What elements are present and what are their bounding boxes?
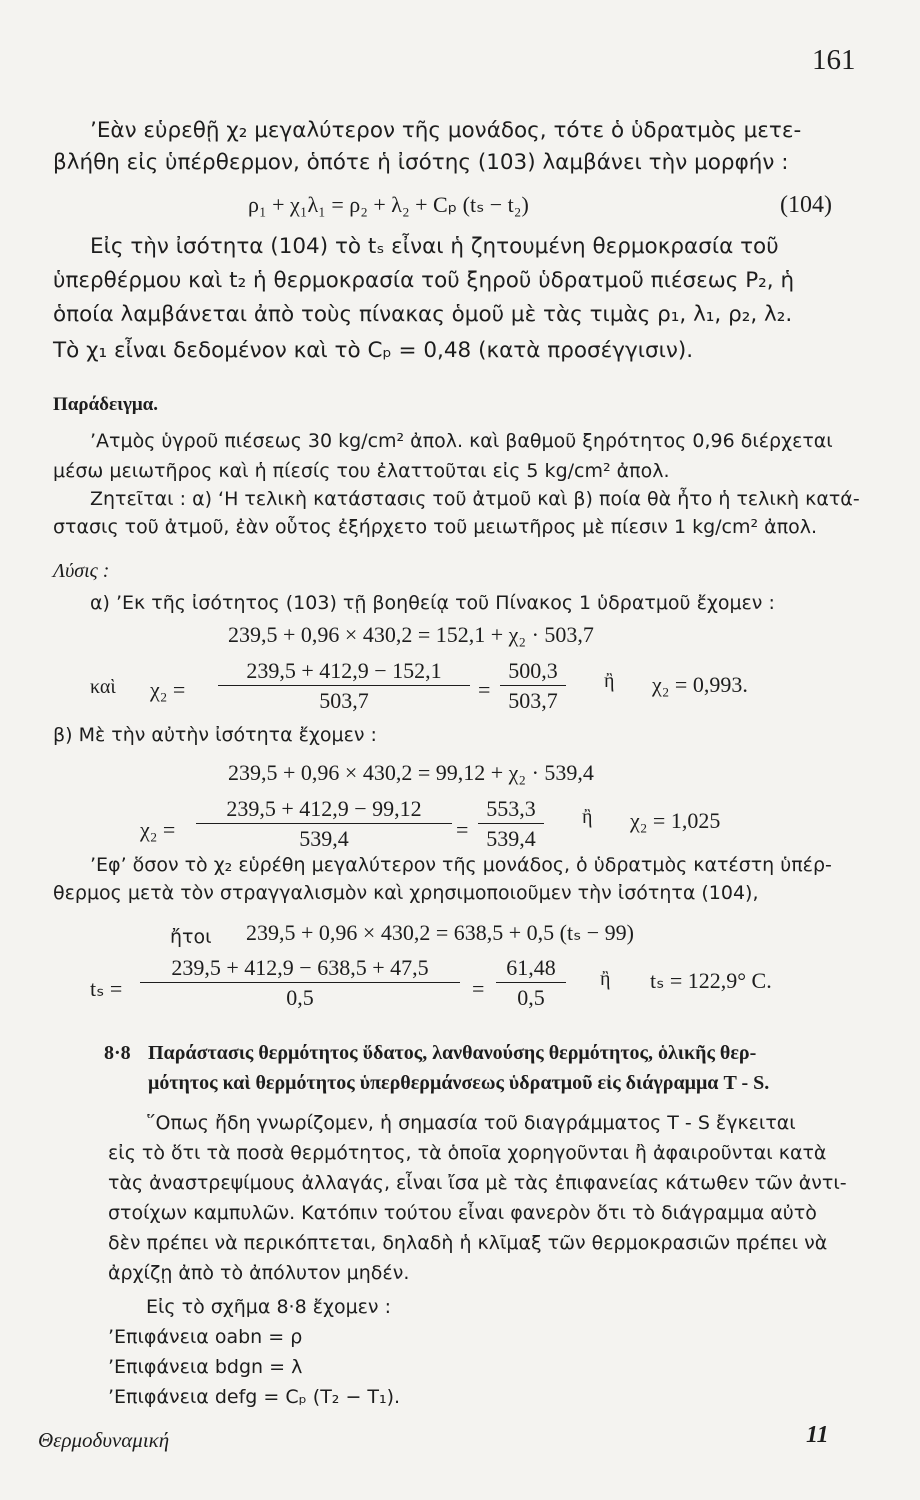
example-line-1: ’Ατμὸς ὑγροῦ πιέσεως 30 kg/cm² ἀπολ. καὶ βαθμοῦ ξηρότητος 0,96 διέρχεται (90, 430, 833, 452)
section-paragraph-line-6: ἀρχίζῃ ἀπὸ τὸ ἀπόλυτον μηδέν. (108, 1262, 410, 1284)
page-number: 161 (812, 44, 856, 76)
fraction-numerator: 553,3 (486, 796, 536, 821)
fraction-numerator: 239,5 + 412,9 − 99,12 (226, 796, 422, 821)
example-heading: Παράδειγμα. (53, 394, 159, 415)
fraction-bar (196, 823, 452, 824)
fraction-numerator: 239,5 + 412,9 − 638,5 + 47,5 (171, 955, 429, 980)
example-line-3: Ζητεῖται : α) ‘Η τελικὴ κατάστασις τοῦ ἀτμοῦ καὶ β) ποία θὰ ἦτο ἡ τελικὴ κατά- (90, 488, 860, 510)
footer-book-title: Θερμοδυναμική (38, 1428, 170, 1452)
fraction-denominator: 503,7 (508, 688, 558, 713)
solution-c-or: ἢ (600, 968, 611, 990)
solution-b-or: ἢ (582, 806, 593, 828)
fraction-numerator: 239,5 + 412,9 − 152,1 (246, 658, 442, 683)
section-paragraph-line-1: ῞Οπως ἤδη γνωρίζομεν, ἡ σημασία τοῦ διαγράμματος T - S ἔγκειται (146, 1112, 796, 1134)
solution-a-fraction-1 (218, 658, 470, 714)
solution-a-result: χ₂ = 0,993. (652, 672, 748, 697)
solution-b-result: χ₂ = 1,025 (630, 808, 721, 833)
intro-line-4: ὑπερθέρμου καὶ t₂ ἡ θερμοκρασία τοῦ ξηροῦ ὑδρατμοῦ πιέσεως P₂, ἡ (53, 268, 795, 293)
fraction-bar (496, 982, 566, 983)
section-title-line-2: μότητος καὶ θερμότητος ὑπερθερμάνσεως ὑδρατμοῦ εἰς διάγραμμα T - S. (148, 1072, 770, 1094)
solution-b-equation: 239,5 + 0,96 × 430,2 = 99,12 + χ₂ · 539,4 (228, 760, 594, 785)
fraction-bar (500, 685, 566, 686)
area-bdgn: ’Επιφάνεια bdgn = λ (108, 1356, 303, 1378)
solution-c-lhs: tₛ = (90, 976, 123, 1001)
solution-a-intro: α) ’Εκ τῆς ἰσότητος (103) τῇ βοηθείᾳ τοῦ Πίνακος 1 ὑδρατμοῦ ἔχομεν : (90, 592, 775, 614)
solution-c-equation: 239,5 + 0,96 × 430,2 = 638,5 + 0,5 (tₛ − 99) (246, 920, 635, 945)
solution-b-fraction-2 (478, 796, 544, 852)
fraction-numerator: 500,3 (508, 658, 558, 683)
solution-a-kai: καὶ (90, 676, 116, 698)
area-defg: ’Επιφάνεια defg = Cₚ (T₂ − T₁). (108, 1386, 401, 1408)
solution-b-intro: β) Μὲ τὴν αὐτὴν ἰσότητα ἔχομεν : (53, 724, 377, 746)
fraction-denominator: 0,5 (286, 985, 314, 1010)
equation-number-104: (104) (780, 192, 832, 218)
equation-104: ρ₁ + χ₁λ₁ = ρ₂ + λ₂ + Cₚ (tₛ − t₂) (248, 192, 529, 217)
solution-a-fraction-2 (500, 658, 566, 714)
example-line-2: μέσω μειωτῆρος καὶ ἡ πίεσίς του ἐλαττοῦται εἰς 5 kg/cm² ἀπολ. (53, 460, 670, 482)
section-number: 8·8 (104, 1042, 131, 1064)
solution-b-lhs: χ₂ = (140, 817, 176, 842)
solution-a-equals: = (478, 677, 491, 702)
solution-a-equation: 239,5 + 0,96 × 430,2 = 152,1 + χ₂ · 503,7 (228, 622, 594, 647)
section-title-line-1: Παράστασις θερμότητος ὕδατος, λανθανούσης θερμότητος, ὁλικῆς θερ- (148, 1042, 757, 1064)
intro-line-3: Εἰς τὴν ἰσότητα (104) τὸ tₛ εἶναι ἡ ζητουμένη θερμοκρασία τοῦ (90, 234, 779, 259)
solution-c-result: tₛ = 122,9° C. (650, 968, 772, 993)
fraction-denominator: 503,7 (319, 688, 369, 713)
area-oabn: ’Επιφάνεια oabn = ρ (108, 1326, 303, 1348)
intro-line-6: Τὸ χ₁ εἶναι δεδομένον καὶ τὸ Cₚ = 0,48 (κατὰ προσέγγισιν). (53, 338, 694, 363)
intro-line-1: ’Εὰν εὑρεθῇ χ₂ μεγαλύτερον τῆς μονάδος, τότε ὁ ὑδρατμὸς μετε- (90, 118, 802, 143)
fraction-numerator: 61,48 (506, 955, 556, 980)
intro-line-2: βλήθη εἰς ὑπέρθερμον, ὁπότε ἡ ἰσότης (103) λαμβάνει τὴν μορφήν : (53, 150, 789, 175)
fraction-denominator: 0,5 (517, 985, 545, 1010)
fraction-bar (140, 982, 460, 983)
solution-c-line-1: ’Εφ’ ὅσον τὸ χ₂ εὑρέθη μεγαλύτερον τῆς μονάδος, ὁ ὑδρατμὸς κατέστη ὑπέρ- (90, 854, 832, 876)
fraction-denominator: 539,4 (299, 826, 349, 851)
solution-a-lhs: χ₂ = (150, 677, 186, 702)
solution-c-htoi: ἤτοι (170, 926, 212, 948)
solution-c-fraction-2 (496, 955, 566, 1011)
solution-b-fraction-1 (196, 796, 452, 852)
section-paragraph-line-7: Εἰς τὸ σχῆμα 8·8 ἔχομεν : (146, 1296, 391, 1318)
section-paragraph-line-4: στοίχων καμπυλῶν. Κατόπιν τούτου εἶναι φανερὸν ὅτι τὸ διάγραμμα αὐτὸ (108, 1202, 817, 1224)
solution-b-equals: = (456, 817, 469, 842)
solution-c-equals: = (472, 976, 485, 1001)
section-paragraph-line-5: δὲν πρέπει νὰ περικόπτεται, δηλαδὴ ἡ κλῖμαξ τῶν θερμοκρασιῶν πρέπει νὰ (108, 1232, 828, 1254)
section-paragraph-line-3: τὰς ἀναστρεψίμους ἀλλαγάς, εἶναι ἴσα μὲ τὰς ἐπιφανείας κάτωθεν τῶν ἀντι- (108, 1172, 847, 1194)
example-line-4: στασις τοῦ ἀτμοῦ, ἐὰν οὗτος ἐξήρχετο τοῦ μειωτῆρος μὲ πίεσιν 1 kg/cm² ἀπολ. (53, 516, 818, 538)
fraction-denominator: 539,4 (486, 826, 536, 851)
section-paragraph-line-2: εἰς τὸ ὅτι τὰ ποσὰ θερμότητος, τὰ ὁποῖα χορηγοῦνται ἢ ἀφαιροῦνται κατὰ (108, 1142, 827, 1164)
solution-a-or: ἢ (604, 670, 615, 692)
solution-c-fraction-1 (140, 955, 460, 1011)
solution-c-line-2: θερμος μετὰ τὸν στραγγαλισμὸν καὶ χρησιμοποιοῦμεν τὴν ἰσότητα (104), (53, 882, 759, 904)
footer-signature: 11 (806, 1422, 829, 1448)
intro-line-5: ὁποία λαμβάνεται ἀπὸ τοὺς πίνακας ὁμοῦ μὲ τὰς τιμὰς ρ₁, λ₁, ρ₂, λ₂. (53, 302, 793, 327)
fraction-bar (478, 823, 544, 824)
fraction-bar (218, 685, 470, 686)
solution-heading: Λύσις : (53, 560, 110, 582)
